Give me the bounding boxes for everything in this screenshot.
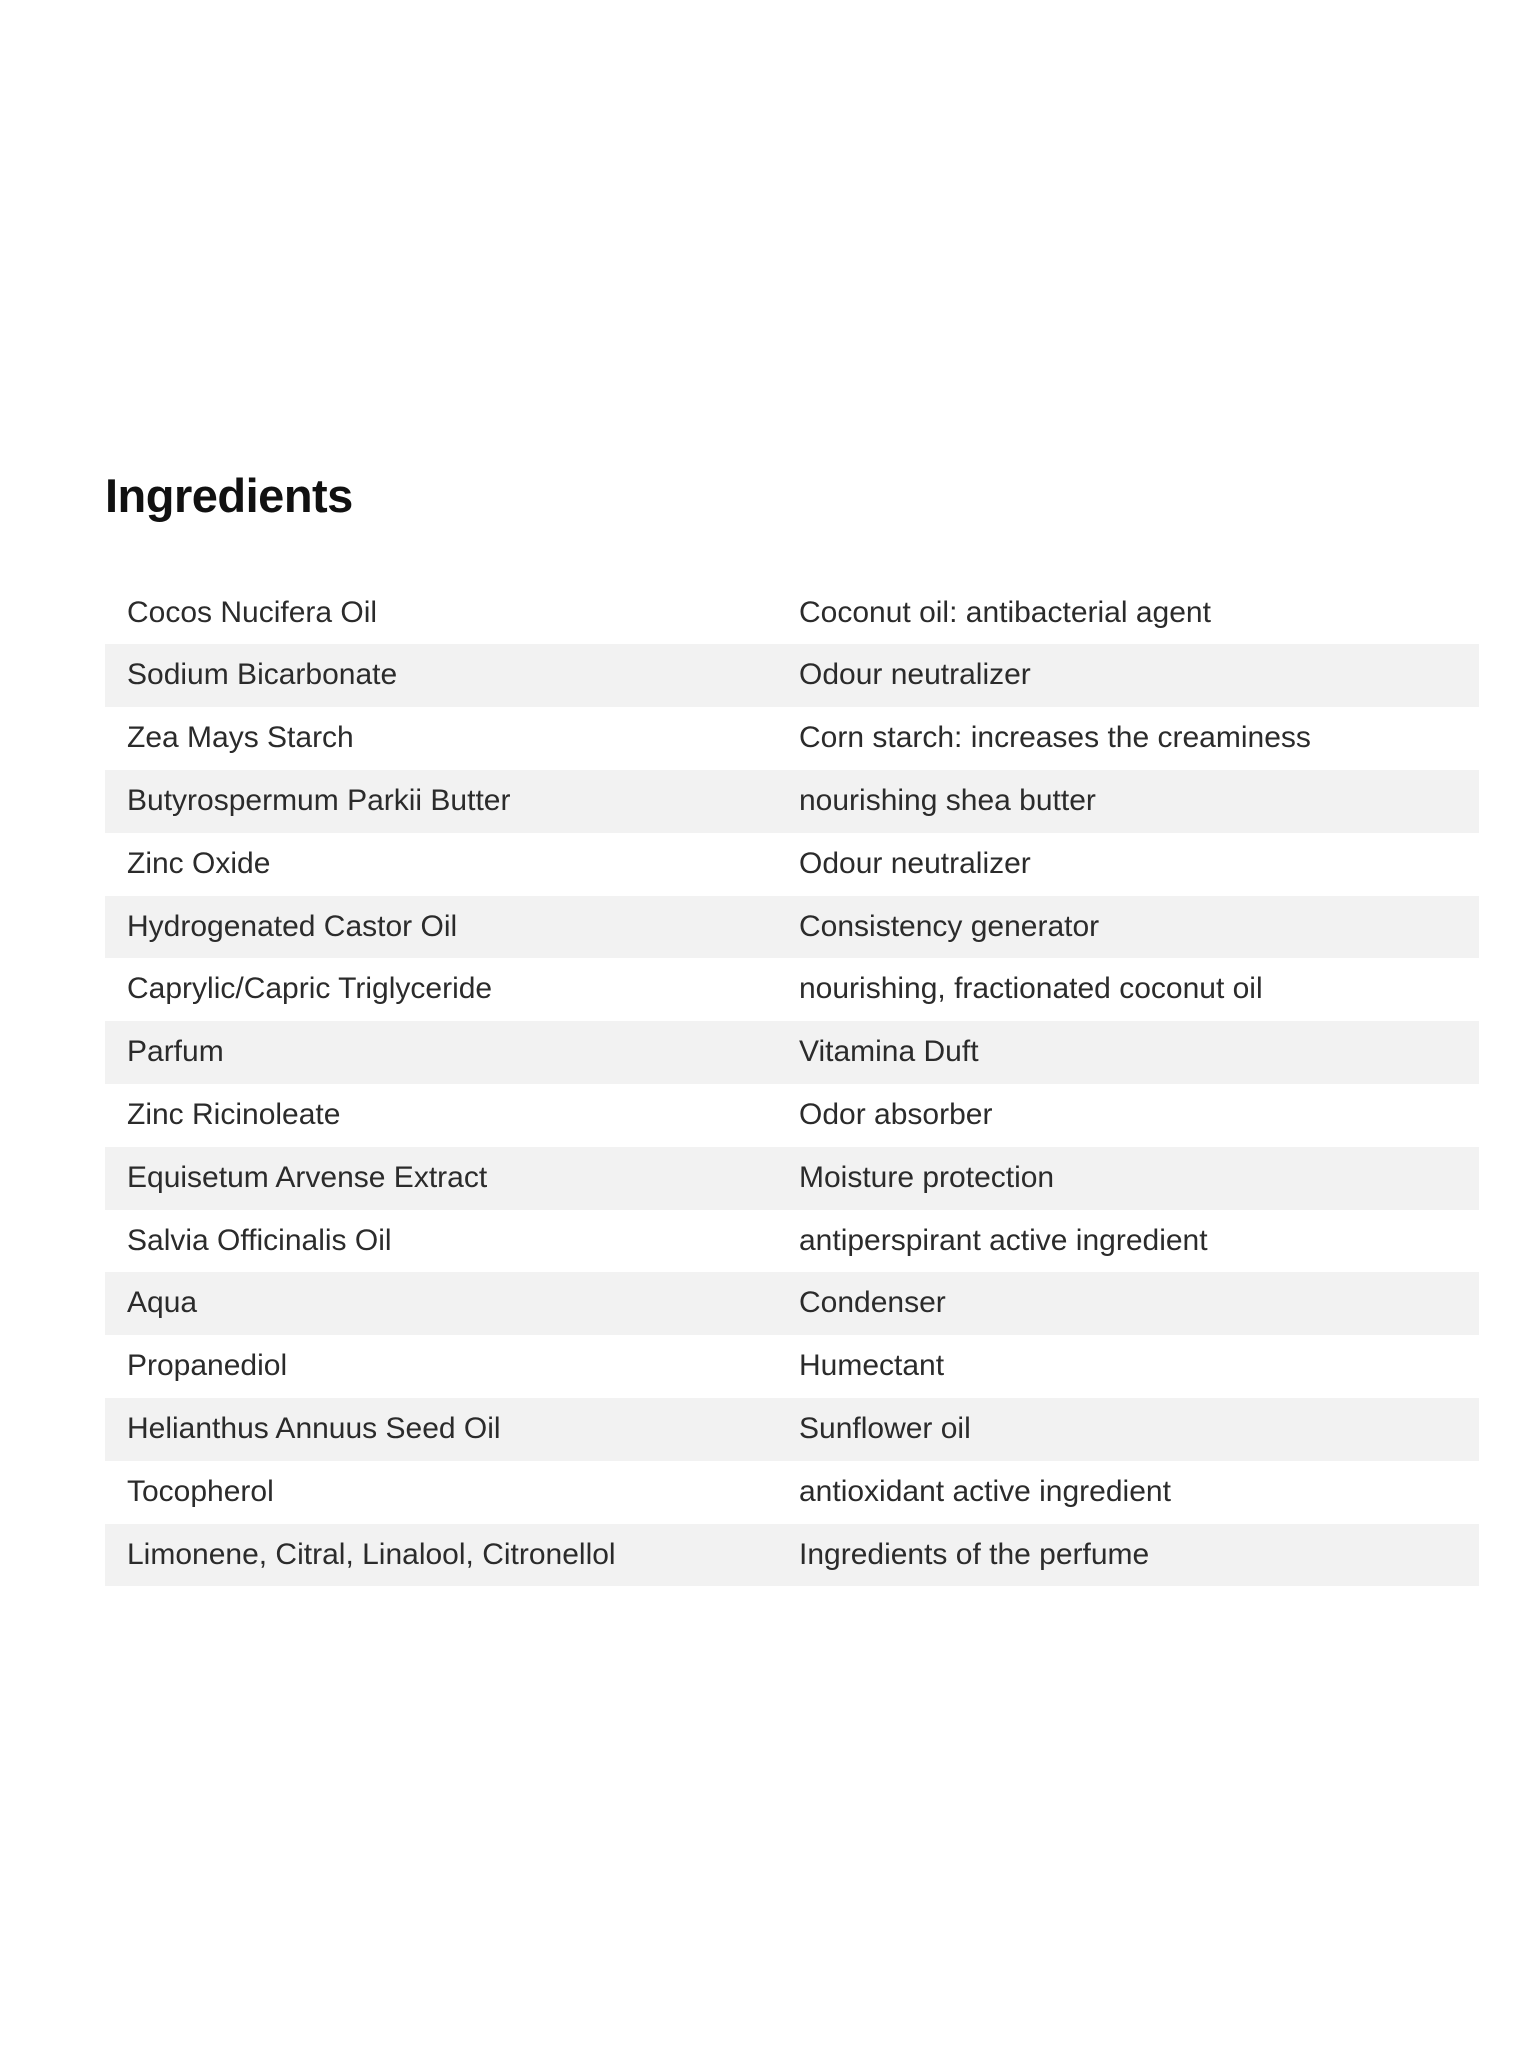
ingredient-description: Odour neutralizer xyxy=(799,846,1031,880)
ingredient-description: Humectant xyxy=(799,1349,945,1383)
ingredient-description: antiperspirant active ingredient xyxy=(799,1223,1208,1257)
ingredient-description: Condenser xyxy=(799,1286,946,1320)
ingredient-name: Limonene, Citral, Linalool, Citronellol xyxy=(127,1537,616,1571)
table-row xyxy=(105,707,1479,770)
table-row xyxy=(105,1335,1479,1398)
table-row xyxy=(105,582,1479,645)
table-row xyxy=(105,770,1479,833)
ingredient-name: Cocos Nucifera Oil xyxy=(127,595,378,629)
ingredient-name: Equisetum Arvense Extract xyxy=(127,1160,488,1194)
ingredient-name: Aqua xyxy=(127,1286,198,1320)
table-row xyxy=(105,1524,1479,1587)
ingredient-name: Propanediol xyxy=(127,1349,288,1383)
table-row xyxy=(105,1272,1479,1335)
ingredient-description: Corn starch: increases the creaminess xyxy=(799,721,1311,755)
table-row xyxy=(105,833,1479,896)
table-row xyxy=(105,896,1479,959)
table-row xyxy=(105,1210,1479,1273)
ingredient-description: antioxidant active ingredient xyxy=(799,1474,1171,1508)
ingredient-name: Helianthus Annuus Seed Oil xyxy=(127,1412,501,1446)
table-row xyxy=(105,1398,1479,1461)
ingredient-name: Sodium Bicarbonate xyxy=(127,658,398,692)
ingredient-description: nourishing, fractionated coconut oil xyxy=(799,972,1263,1006)
ingredient-name: Zinc Oxide xyxy=(127,846,271,880)
ingredient-description: nourishing shea butter xyxy=(799,784,1096,818)
ingredient-name: Tocopherol xyxy=(127,1474,274,1508)
table-row xyxy=(105,1461,1479,1524)
table-row xyxy=(105,1084,1479,1147)
ingredient-name: Salvia Officinalis Oil xyxy=(127,1223,392,1257)
ingredients-table-body xyxy=(105,582,1479,1587)
ingredient-name: Butyrospermum Parkii Butter xyxy=(127,784,511,818)
table-row xyxy=(105,1021,1479,1084)
ingredient-name: Hydrogenated Castor Oil xyxy=(127,909,458,943)
ingredient-name: Caprylic/Capric Triglyceride xyxy=(127,972,493,1006)
table-row xyxy=(105,644,1479,707)
ingredients-section xyxy=(105,470,1455,1586)
ingredient-description: Coconut oil: antibacterial agent xyxy=(799,595,1211,629)
ingredient-description: Odor absorber xyxy=(799,1098,993,1132)
table-row xyxy=(105,1147,1479,1210)
ingredient-description: Odour neutralizer xyxy=(799,658,1031,692)
ingredient-description: Moisture protection xyxy=(799,1160,1055,1194)
ingredient-description: Ingredients of the perfume xyxy=(799,1537,1150,1571)
ingredient-description: Vitamina Duft xyxy=(799,1035,979,1069)
ingredient-description: Consistency generator xyxy=(799,909,1100,943)
ingredients-table xyxy=(105,582,1479,1587)
page-title: Ingredients xyxy=(105,469,353,522)
table-row xyxy=(105,958,1479,1021)
ingredient-name: Zea Mays Starch xyxy=(127,721,354,755)
ingredient-description: Sunflower oil xyxy=(799,1412,971,1446)
ingredient-name: Zinc Ricinoleate xyxy=(127,1098,341,1132)
ingredient-name: Parfum xyxy=(127,1035,224,1069)
